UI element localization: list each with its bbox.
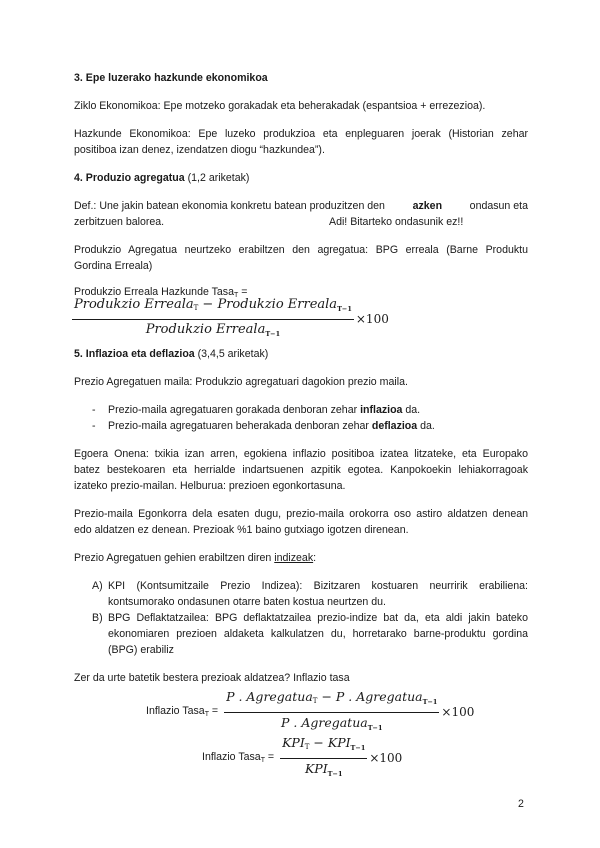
f2-den-term: KPI [304,761,328,776]
section-5-paragraph-2-line-3: izateko prezio-mailan. Helburua: prezioen egonkortasuna. [74,480,346,492]
growth-num-sub-b: T−1 [337,305,352,313]
page-number: 2 [518,798,524,810]
inflation-formula-1-label [146,705,218,717]
section-5-paragraph-5: Zer da urte batetik bestera prezioak aldatzea? Inflazio tasa [74,672,350,684]
inflation-formula-2-fraction [280,734,367,783]
section-5-paragraph-2-line-1: Egoera Onena: txikia izan arren, egokiena inflazio positiboa izatea litzateke, eta Europako [74,448,528,460]
f2-num-term-a: KPI [282,735,305,750]
section-4-title: 4. Produzio agregatua [74,172,185,184]
section-3-paragraph-1: Ziklo Ekonomikoa: Epe motzeko gorakadak eta beherakadak (espantsioa + errezezioa). [74,100,486,112]
f2-num-minus: − [309,735,328,750]
section-3-paragraph-2-line-2: positiboa izan denez, izendatzen diogu “hazkundea”). [74,144,325,156]
growth-formula-fraction [72,296,354,343]
growth-formula-equals: = [238,286,248,298]
growth-den-term: Produkzio Erreala [145,322,266,337]
f2-denominator [280,759,367,783]
growth-formula-denominator [72,320,354,343]
section-5-paragraph-1: Prezio Agregatuen maila: Produkzio agregatuari dagokion prezio maila. [74,376,408,388]
inflation-formula-1-fraction [224,688,439,737]
section-5-paragraph-2-line-2: batez bestekoaren eta herrialde indartsuenen azpitik egotea. Kanpokoekin lehiakorragoak [74,464,528,476]
f1-num-sub-b: T−1 [422,698,438,706]
indices-underlined: indizeak [274,552,314,564]
definition-line-1 [74,198,528,214]
f1-times-100: ×100 [441,705,475,719]
f2-num-term-b: KPI [327,735,351,750]
f1-num-term-a: P . Agregatua [226,689,313,704]
inflation-formula-2 [202,734,402,783]
growth-formula-label-text: Produkzio Erreala Hazkunde Tasa [74,286,234,298]
inflation-formula-1 [146,688,474,737]
section-5-paragraph-4 [74,550,528,566]
bullet-text [108,418,528,434]
f2-equals: = [264,750,275,763]
f2-times-100: ×100 [369,751,403,765]
list-marker-b: B) [92,612,103,624]
section-4-exercises: (1,2 ariketak) [184,172,250,184]
section-4-heading [74,170,528,186]
f2-label-text: Inflazio Tasa [202,750,261,763]
f1-numerator [224,688,439,713]
bullet-text [108,402,528,418]
section-5-paragraph-3-line-2: edo aldatzen ez denean. Prezioak %1 baino gutxiago igotzen direnean. [74,524,409,536]
indices-colon: : [313,552,317,564]
inflation-formula-2-label [202,751,274,763]
f1-num-sub-a: T [312,697,318,705]
definition-bold-word: azken [412,200,443,212]
f1-label-text: Inflazio Tasa [146,704,205,717]
indices-intro-text: Prezio Agregatuen gehien erabiltzen diren [74,552,275,564]
section-5-exercises: (3,4,5 ariketak) [194,348,269,360]
growth-num-term-a: Produkzio Erreala [74,297,194,312]
f2-num-sub-b: T−1 [350,744,366,752]
f2-num-sub-a: T [304,743,310,751]
bullet-1-end: da. [402,404,421,416]
bullet-2-text: Prezio-maila agregatuaren beherakada denboran zehar [108,420,372,432]
bullet-1-text: Prezio-maila agregatuaren gorakada denboran zehar [108,404,361,416]
section-3-heading [74,70,528,86]
bullet-2-bold: deflazioa [371,420,418,432]
growth-num-minus: − [198,297,218,312]
f1-den-term: P . Agregatua [280,715,368,730]
list-item-b-line-2: ekonomiaren prezioen aldaketa kalkulatzen du, horretarako barne-produktu gordina [108,628,528,640]
f1-num-minus: − [317,689,336,704]
growth-formula-times-100: ×100 [355,312,389,326]
bullet-marker: - [92,404,96,416]
definition-text: Def.: Une jakin batean ekonomia konkretu batean produzitzen den [74,200,385,212]
bullet-1-bold: inflazioa [360,404,403,416]
bullet-2-end: da. [417,420,435,432]
section-5-title: 5. Inflazioa eta deflazioa [74,348,195,360]
section-5-heading [74,346,528,362]
growth-den-sub: T−1 [265,330,281,338]
growth-num-sub-a: T [193,304,199,312]
list-marker-a: A) [92,580,103,592]
f2-numerator [280,734,367,759]
list-item-a-line-1: KPI (Kontsumitzaile Prezio Indizea): Bizitzaren kostuaren neurririk erabiliena: [108,580,528,592]
section-3-title: 3. Epe luzerako hazkunde ekonomikoa [74,72,268,84]
growth-num-term-b: Produkzio Erreala [217,297,338,312]
f1-label-sub: T [204,710,209,718]
section-3-paragraph-2-line-1: Hazkunde Ekonomikoa: Epe luzeko produkzioa eta enpleguaren joerak (Historian zehar [74,128,528,140]
f2-den-sub: T−1 [327,770,343,778]
growth-formula-numerator [72,296,354,320]
growth-formula-label-sub: T [233,292,239,299]
list-item-b-line-1: BPG Deflaktatzailea: BPG deflaktatzailea prezio-indize bat da, eta aldi jakin bateko [108,612,528,624]
list-item-b-line-3: (BPG) erabiliz [108,644,174,656]
definition-line-2 [74,214,528,230]
bullet-marker: - [92,420,96,432]
definition-line-2-text: zerbitzuen balorea. [74,216,165,228]
definition-note: Adi! Bitarteko ondasunik ez!! [329,216,464,228]
f1-den-sub: T−1 [367,724,383,732]
f1-num-term-b: P . Agregatua [335,689,423,704]
section-5-paragraph-3-line-1: Prezio-maila Egonkorra dela esaten dugu, prezio-maila orokorra oso astiro aldatzen denean [74,508,528,520]
list-item-a-line-2: kontsumorako ondasunen otarre baten kostua neurtzen du. [108,596,386,608]
section-4-paragraph-2-line-2: Gordina Erreala) [74,260,153,272]
f1-equals: = [208,704,219,717]
section-4-paragraph-2-line-1: Produkzio Agregatua neurtzeko erabiltzen den agregatua: BPG erreala (Barne Produktu [74,244,528,256]
f2-label-sub: T [260,756,265,764]
definition-text-end: ondasun eta [469,200,528,212]
growth-formula [72,296,389,343]
